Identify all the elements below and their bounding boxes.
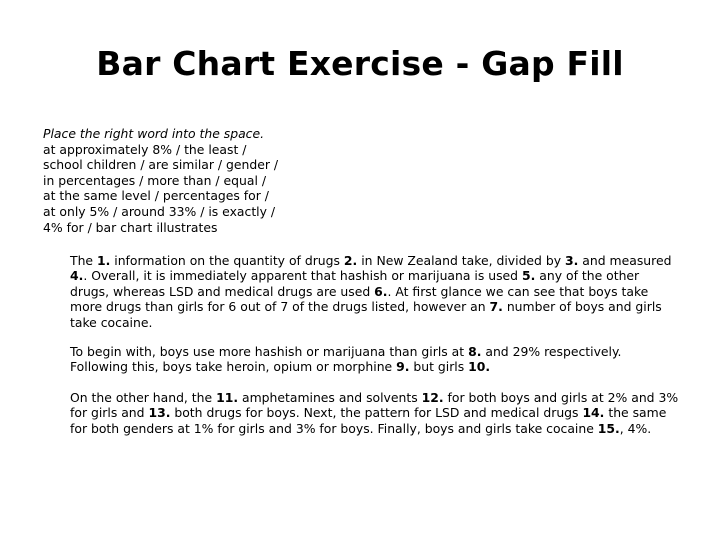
gap-number-11: 11. (216, 390, 239, 405)
passage-text: the same for both genders at 1% for girls and 3% for boys. Finally, boys and girls take cocaine (70, 405, 667, 436)
passage-text: and measured (578, 253, 672, 268)
gap-number-10: 10. (468, 359, 491, 375)
passage-text: number of boys and girls take cocaine. (70, 299, 662, 330)
page-title: Bar Chart Exercise - Gap Fill (96, 44, 624, 83)
passage-text: On the other hand, the (70, 390, 217, 405)
gap-number-14: 14. (582, 405, 605, 421)
gap-number-9: 9. (396, 359, 410, 375)
gap-number-13: 13. (148, 405, 171, 421)
passage-text: for both boys and girls at 2% and 3% for girls and (70, 390, 679, 421)
gap-number-6: 6. (374, 283, 388, 299)
passage-text: any of the other drugs, whereas LSD and medical drugs are used (70, 268, 640, 299)
passage-text: and 29% respectively. Following this, boys take heroin, opium or morphine (70, 344, 622, 375)
gap-number-4: 4. (70, 268, 84, 284)
paragraph-overview (70, 253, 680, 330)
word-bank-line: school children / are similar / gender / (43, 157, 279, 173)
passage-text: both drugs for boys. Next, the pattern for LSD and medical drugs (170, 405, 583, 421)
passage-text: The (70, 253, 97, 268)
gap-number-2: 2. (343, 253, 358, 268)
paragraph-boys-vs-girls (70, 344, 680, 375)
passage-text: . At first glance we can see that boys take more drugs than girls for 6 out of 7 of the drugs listed, however an (70, 283, 649, 315)
passage-text: . Overall, it is immediately apparent that hashish or marijuana is used (83, 268, 522, 284)
paragraph-other-drugs (70, 390, 680, 436)
word-bank-line: at the same level / percentages for / (43, 188, 269, 204)
passage-text: but girls (409, 359, 469, 375)
gap-number-7: 7. (489, 299, 503, 315)
gap-number-12: 12. (421, 390, 444, 405)
word-bank-line: in percentages / more than / equal / (43, 172, 267, 188)
gap-number-15: 15. (597, 420, 620, 436)
word-bank-line: at approximately 8% / the least / (43, 141, 247, 157)
gap-number-5: 5. (521, 268, 536, 284)
gap-number-3: 3. (565, 253, 579, 268)
instructions-heading: Place the right word into the space. (43, 126, 265, 141)
gap-number-8: 8. (468, 344, 482, 359)
passage-text: amphetamines and solvents (238, 390, 422, 405)
word-bank-line: 4% for / bar chart illustrates (43, 219, 218, 235)
word-bank-line: at only 5% / around 33% / is exactly / (43, 203, 276, 219)
gap-number-1: 1. (96, 253, 111, 268)
passage-text: To begin with, boys use more hashish or marijuana than girls at (70, 344, 469, 359)
instructions-block (43, 126, 693, 235)
passage-text: information on the quantity of drugs (110, 253, 344, 268)
passage-text: , 4%. (619, 420, 652, 436)
passage-text: in New Zealand take, divided by (357, 253, 565, 268)
